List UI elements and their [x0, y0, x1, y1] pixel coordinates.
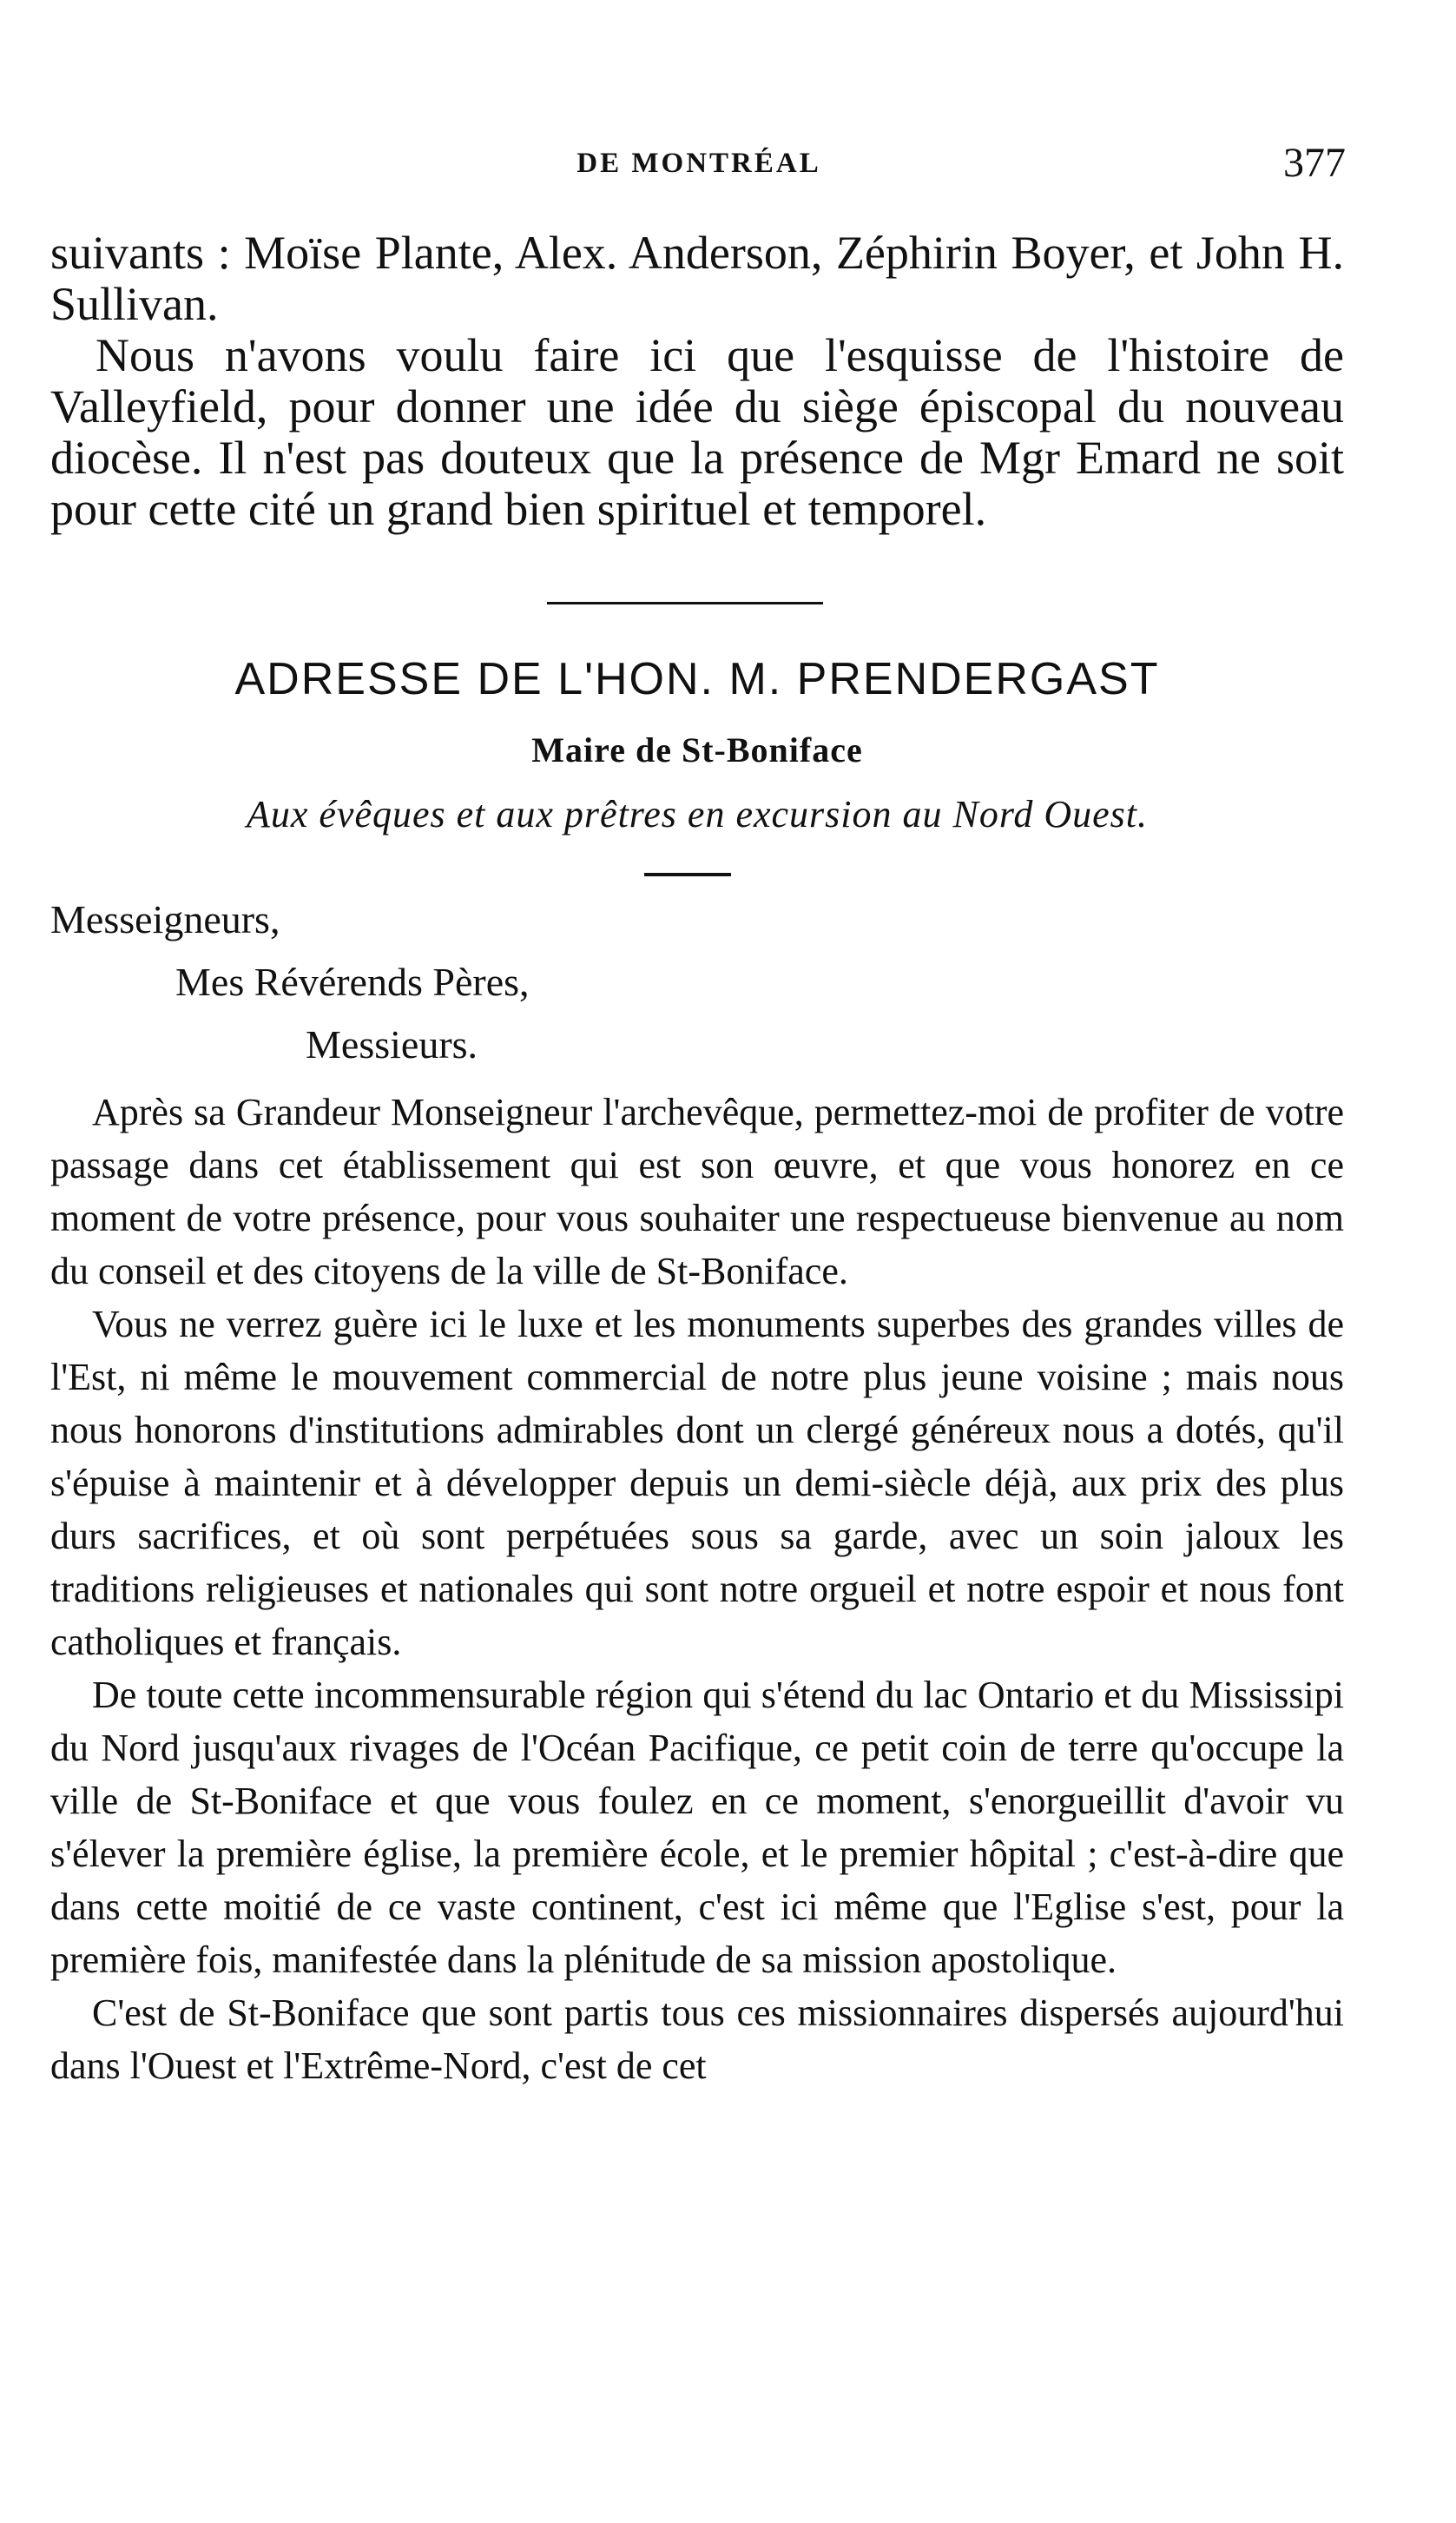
intro-paragraph: Nous n'avons voulu faire ici que l'esquisse de l'histoire de Valleyfield, pour donner une idée du siège épiscopal du nouveau diocèse. Il n'est pas douteux que la présence de Mgr Emard ne soit pour cette cité un grand bien spirituel et temporel. — [50, 329, 1344, 535]
salutation-line: Mes Révérends Pères, — [175, 960, 530, 1004]
salutation-line: Messieurs. — [306, 1022, 478, 1067]
section-dedication: Aux évêques et aux prêtres en excursion au Nord Ouest. — [246, 793, 1149, 835]
intro-text — [50, 228, 1344, 535]
salutation-line: Messeigneurs, — [50, 897, 280, 941]
section-divider — [547, 602, 823, 604]
letter-paragraph: Après sa Grandeur Monseigneur l'archevêque, permettez-moi de profiter de votre passage dans cet établissement qui est son œuvre, et que vous honorez en ce moment de votre présence, pour vous souhaiter une respectueuse bienvenue au nom du conseil et des citoyens de la ville de St-Boniface. — [50, 1091, 1344, 1292]
letter-paragraph: Vous ne verrez guère ici le luxe et les monuments superbes des grandes villes de l'Est, ni même le mouvement commercial de notre plus jeune voisine ; mais nous nous honorons d'institutions admirables dont un clergé généreux nous a dotés, qu'il s'épuise à maintenir et à développer depuis un demi-siècle déjà, aux prix des plus durs sacrifices, et où sont perpétuées sous sa garde, avec un soin jaloux les traditions religieuses et nationales qui sont notre orgueil et notre espoir et nous font catholiques et français. — [50, 1303, 1344, 1663]
running-head — [52, 139, 1346, 191]
section-title: ADRESSE DE L'HON. M. PRENDERGAST — [234, 654, 1160, 704]
heading-divider — [644, 873, 731, 876]
section-subtitle: Maire de St-Boniface — [531, 730, 863, 769]
letter-paragraph: De toute cette incommensurable région qui s'étend du lac Ontario et du Mississipi du Nord jusqu'aux rivages de l'Océan Pacifique, ce petit coin de terre qu'occupe la ville de St-Boniface et que vous foulez en ce moment, s'enorgueillit d'avoir vu s'élever la première église, la première école, et le premier hôpital ; c'est-à-dire que dans cette moitié de ce vaste continent, c'est ici même que l'Eglise s'est, pour la première fois, manifestée dans la plénitude de sa mission apostolique. — [50, 1674, 1344, 1981]
running-title: DE MONTRÉAL — [576, 148, 821, 179]
intro-paragraph: suivants : Moïse Plante, Alex. Anderson, Zéphirin Boyer, et John H. Sullivan. — [50, 227, 1344, 330]
letter-paragraph: C'est de St-Boniface que sont partis tous ces missionnaires dispersés aujourd'hui dans l'Ouest et l'Extrême-Nord, c'est de cet — [50, 1991, 1344, 2087]
page-number: 377 — [1283, 140, 1346, 186]
letter-body — [50, 1086, 1344, 2092]
